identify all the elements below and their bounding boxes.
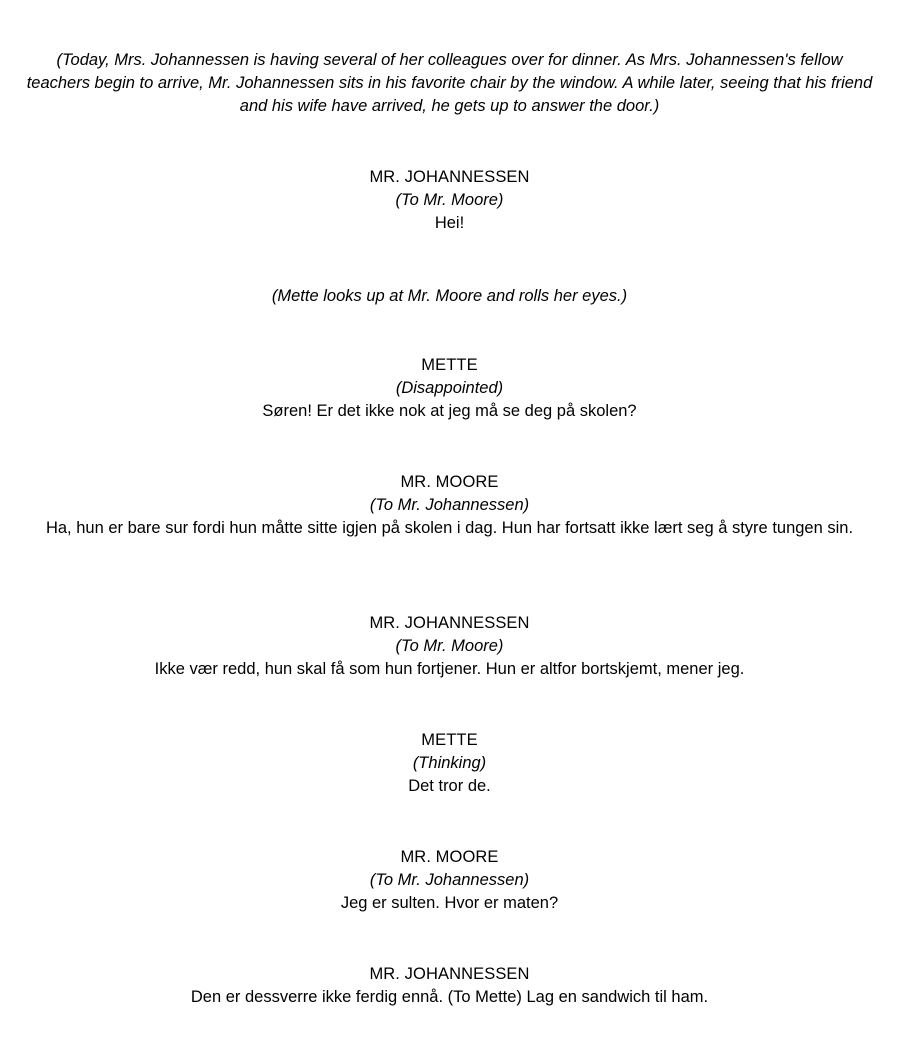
character-name: MR. JOHANNESSEN <box>369 168 530 186</box>
parenthetical: (Thinking) <box>412 754 487 772</box>
dialogue-line: Ikke vær redd, hun skal få som hun fortjener. Hun er altfor bortskjemt, mener jeg. <box>154 660 745 678</box>
opening-stage-direction <box>24 49 875 118</box>
dialogue-block <box>24 846 875 915</box>
parenthetical: (To Mr. Johannessen) <box>369 496 530 514</box>
parenthetical: (Disappointed) <box>395 379 504 397</box>
character-name: METTE <box>421 356 478 374</box>
dialogue-block <box>24 354 875 423</box>
stage-direction-text: (Today, Mrs. Johannessen is having several of her colleagues over for dinner. As Mrs. Johannessen's fellow teachers begin to arrive, Mr. Johannessen sits in his favorite chair by the window. A while later, seeing that his friend and his wife have arrived, he gets up to answer the door.) <box>26 51 873 115</box>
dialogue-line: Søren! Er det ikke nok at jeg må se deg på skolen? <box>262 402 637 420</box>
dialogue-block <box>24 729 875 798</box>
dialogue-block <box>24 612 875 681</box>
dialogue-line: Hei! <box>434 214 465 232</box>
parenthetical: (To Mr. Johannessen) <box>369 871 530 889</box>
dialogue-line: Den er dessverre ikke ferdig ennå. (To Mette) Lag en sandwich til ham. <box>190 988 709 1006</box>
character-name: MR. JOHANNESSEN <box>369 965 530 983</box>
stage-direction-text: (Mette looks up at Mr. Moore and rolls her eyes.) <box>271 287 628 305</box>
stage-direction <box>24 285 875 308</box>
parenthetical: (To Mr. Moore) <box>395 191 504 209</box>
dialogue-block <box>24 471 875 540</box>
dialogue-block <box>24 166 875 235</box>
character-name: MR. MOORE <box>400 848 499 866</box>
character-name: MR. MOORE <box>400 473 499 491</box>
dialogue-line: Jeg er sulten. Hvor er maten? <box>340 894 559 912</box>
dialogue-block <box>24 963 875 1009</box>
dialogue-line: Ha, hun er bare sur fordi hun måtte sitte igjen på skolen i dag. Hun har fortsatt ikke lært seg å styre tungen sin. <box>45 519 854 537</box>
character-name: METTE <box>421 731 478 749</box>
character-name: MR. JOHANNESSEN <box>369 614 530 632</box>
dialogue-line: Det tror de. <box>408 777 491 795</box>
parenthetical: (To Mr. Moore) <box>395 637 504 655</box>
